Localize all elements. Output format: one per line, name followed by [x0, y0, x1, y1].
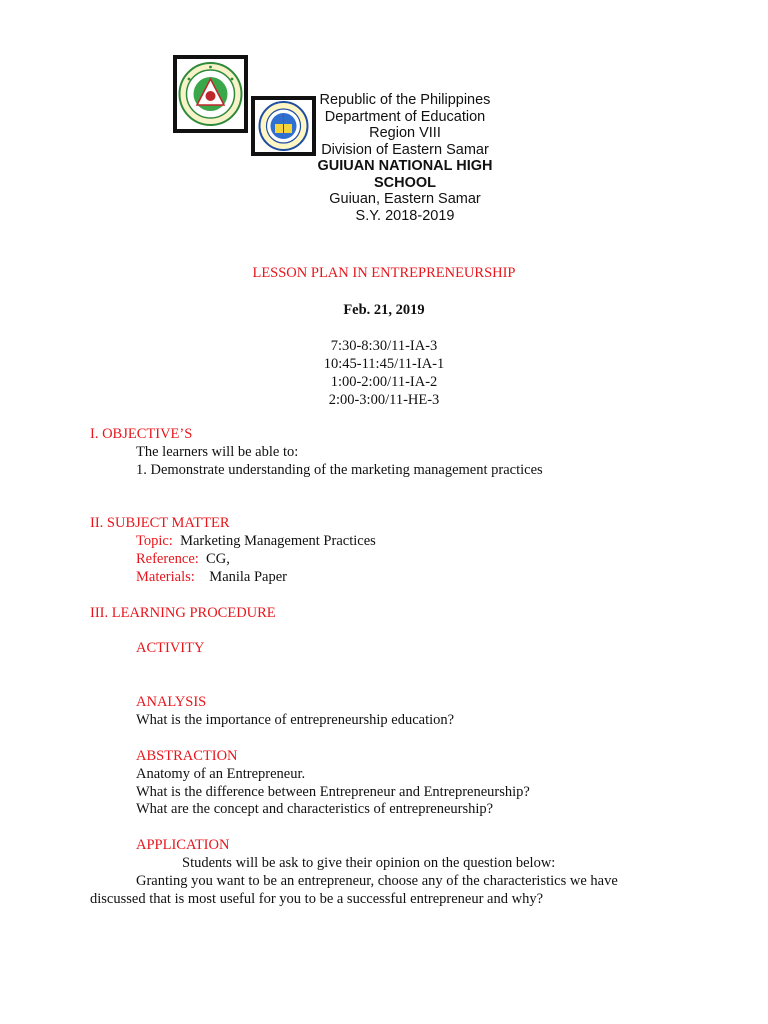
header-region: Region VIII — [369, 125, 441, 141]
reference-label: Reference: — [136, 551, 199, 567]
schedule-list — [0, 337, 768, 409]
topic-value: Marketing Management Practices — [180, 533, 376, 549]
schedule-item: 10:45-11:45/11-IA-1 — [323, 356, 445, 372]
schedule-item: 2:00-3:00/11-HE-3 — [328, 392, 440, 408]
header-location: Guiuan, Eastern Samar — [329, 191, 481, 207]
materials-value: Manila Paper — [209, 569, 288, 585]
letterhead — [285, 92, 525, 224]
header-school-name: GUIUAN NATIONAL HIGH SCHOOL — [317, 158, 493, 191]
lesson-date: Feb. 21, 2019 — [343, 302, 425, 318]
abstraction-line: Anatomy of an Entrepreneur. — [136, 766, 306, 782]
topic-row — [136, 533, 376, 550]
division-seal-icon — [177, 59, 244, 129]
abstraction-line: What are the concept and characteristics of entrepreneurship? — [136, 801, 494, 817]
subject-matter-heading: II. SUBJECT MATTER — [90, 515, 230, 531]
reference-value: CG, — [206, 551, 230, 567]
application-heading: APPLICATION — [136, 837, 230, 853]
objective-item: 1. Demonstrate understanding of the marketing management practices — [136, 462, 543, 478]
schedule-item: 1:00-2:00/11-IA-2 — [330, 374, 438, 390]
schedule-item: 7:30-8:30/11-IA-3 — [330, 338, 438, 354]
header-school-year: S.Y. 2018-2019 — [355, 207, 455, 224]
reference-row — [136, 551, 230, 568]
activity-heading: ACTIVITY — [136, 640, 205, 656]
application-line: discussed that is most useful for you to be a successful entrepreneur and why? — [90, 891, 544, 907]
application-line: Granting you want to be an entrepreneur, choose any of the characteristics we have — [136, 873, 618, 889]
header-division: Division of Eastern Samar — [321, 141, 489, 158]
application-line: Students will be ask to give their opinion on the question below: — [182, 855, 556, 871]
abstraction-heading: ABSTRACTION — [136, 748, 238, 764]
header-republic: Republic of the Philippines — [319, 92, 491, 108]
materials-row — [136, 569, 287, 586]
division-seal-logo — [173, 55, 248, 133]
objectives-heading: I. OBJECTIVE’S — [90, 426, 193, 442]
abstraction-line: What is the difference between Entrepreneur and Entrepreneurship? — [136, 784, 530, 800]
analysis-question: What is the importance of entrepreneurship education? — [136, 712, 455, 728]
objectives-intro: The learners will be able to: — [136, 444, 299, 460]
document-title: LESSON PLAN IN ENTREPRENEURSHIP — [252, 265, 516, 281]
topic-label: Topic: — [136, 533, 173, 549]
materials-label: Materials: — [136, 569, 195, 585]
procedure-heading: III. LEARNING PROCEDURE — [90, 605, 276, 621]
header-department: Department of Education — [324, 108, 486, 125]
analysis-heading: ANALYSIS — [136, 694, 207, 710]
